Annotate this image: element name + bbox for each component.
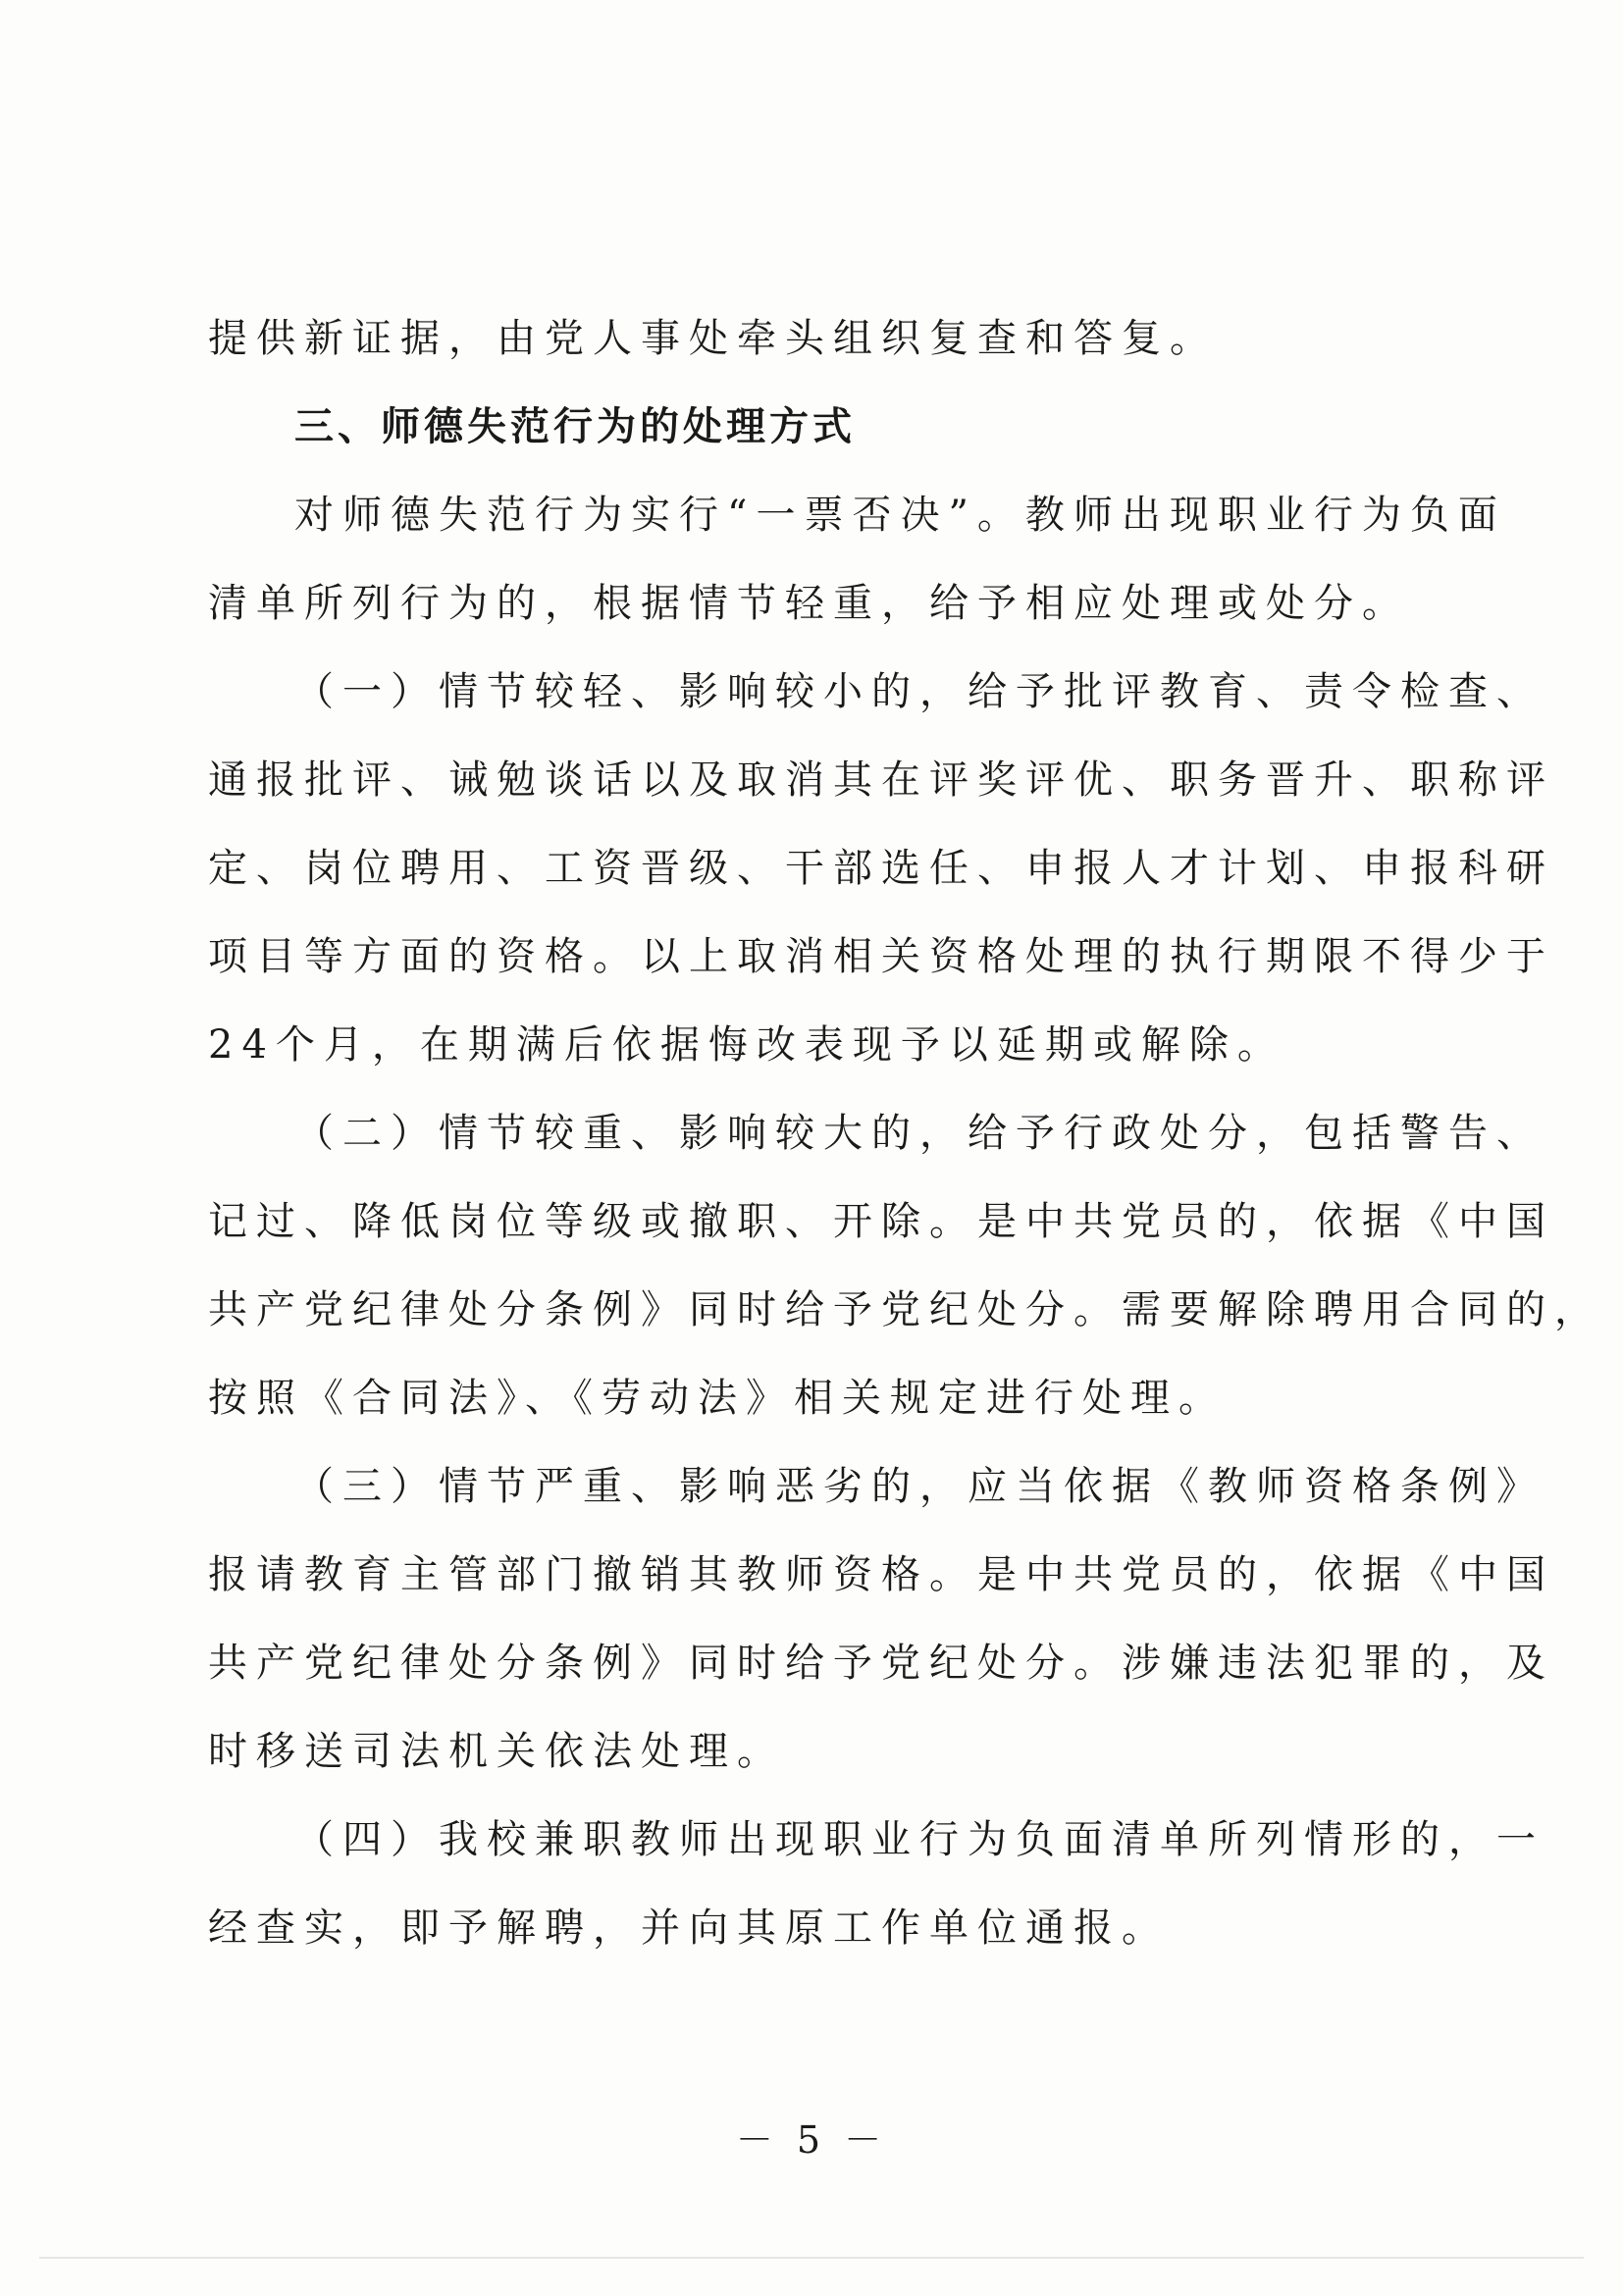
- body-line: 通报批评、诫勉谈话以及取消其在评奖评优、职务晋升、职称评: [208, 757, 1554, 803]
- body-line: 记过、降低岗位等级或撤职、开除。是中共党员的，依据《中国: [208, 1199, 1554, 1244]
- body-line: 24个月，在期满后依据悔改表现予以延期或解除。: [208, 1022, 1285, 1068]
- body-line: 定、岗位聘用、工资晋级、干部选任、申报人才计划、申报科研: [208, 846, 1554, 891]
- body-line: 报请教育主管部门撤销其教师资格。是中共党员的，依据《中国: [208, 1552, 1554, 1597]
- body-line: 清单所列行为的，根据情节轻重，给予相应处理或处分。: [208, 581, 1410, 626]
- body-line: 共产党纪律处分条例》同时给予党纪处分。需要解除聘用合同的，: [208, 1287, 1602, 1332]
- body-line: （四）我校兼职教师出现职业行为负面清单所列情形的，一: [294, 1817, 1544, 1862]
- body-line: 按照《合同法》、《劳动法》相关规定进行处理。: [208, 1376, 1227, 1421]
- body-line: 共产党纪律处分条例》同时给予党纪处分。涉嫌违法犯罪的，及: [208, 1641, 1554, 1686]
- section-heading: 三、师德失范行为的处理方式: [294, 404, 856, 449]
- document-body: [208, 294, 1602, 1972]
- body-line: （三）情节严重、影响恶劣的，应当依据《教师资格条例》: [294, 1464, 1544, 1509]
- page-number: － 5 －: [735, 2118, 888, 2162]
- body-line: 时移送司法机关依法处理。: [208, 1729, 785, 1774]
- body-line: 经查实，即予解聘，并向其原工作单位通报。: [208, 1905, 1170, 1951]
- body-line: （一）情节较轻、影响较小的，给予批评教育、责令检查、: [294, 669, 1544, 714]
- body-line: 提供新证据，由党人事处牵头组织复查和答复。: [208, 316, 1218, 361]
- scan-edge-divider: [39, 2257, 1584, 2259]
- body-line: （二）情节较重、影响较大的，给予行政处分，包括警告、: [294, 1111, 1544, 1156]
- body-line: 项目等方面的资格。以上取消相关资格处理的执行期限不得少于: [208, 934, 1554, 979]
- body-line: 对师德失范行为实行“一票否决”。教师出现职业行为负面: [294, 493, 1506, 538]
